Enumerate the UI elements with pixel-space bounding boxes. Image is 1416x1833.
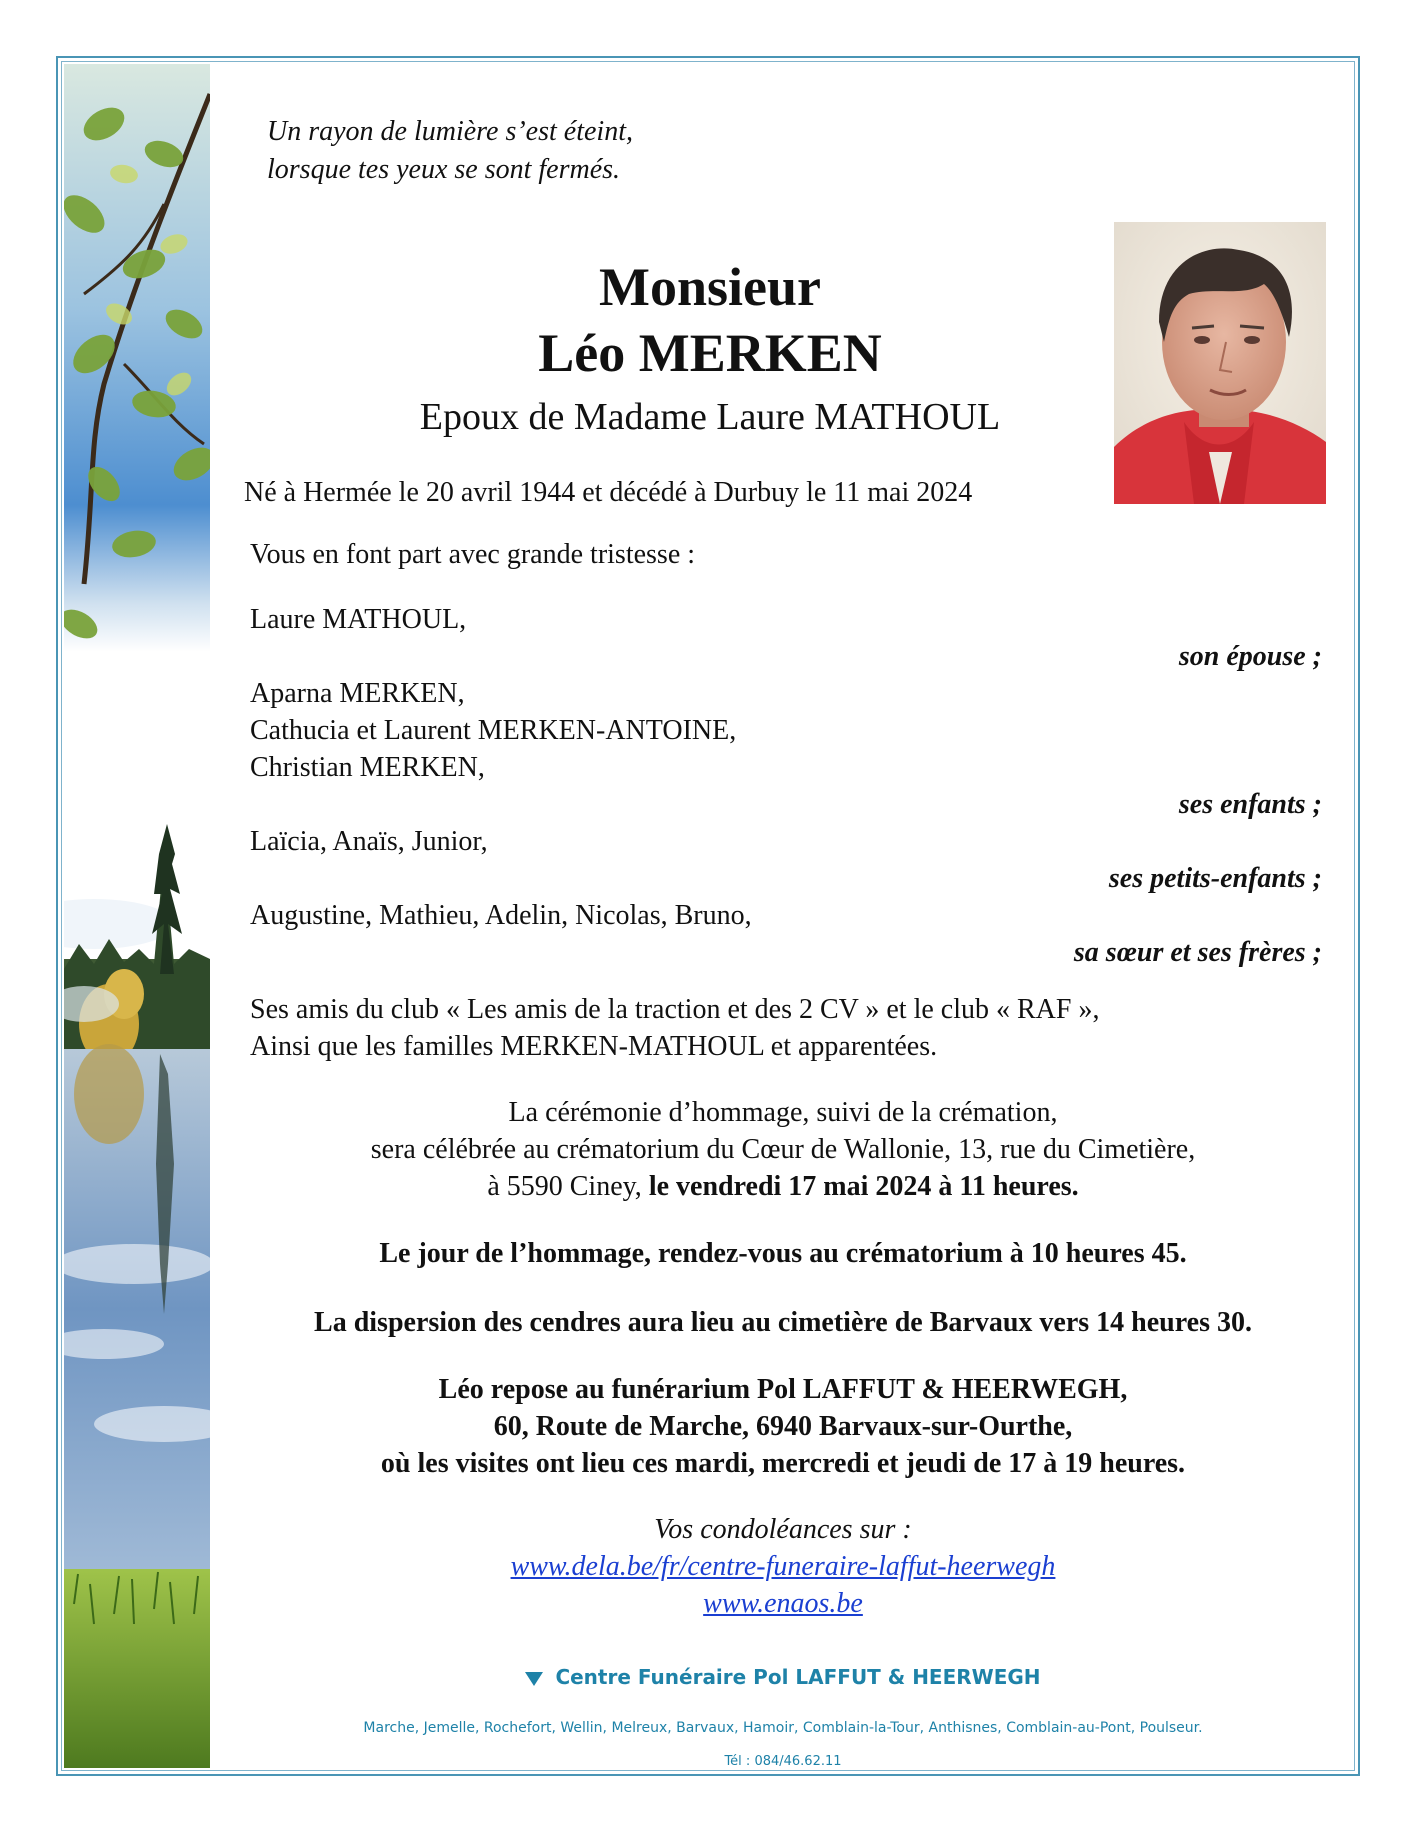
child-3: Christian MERKEN,: [250, 752, 485, 783]
meeting-info: Le jour de l’hommage, rendez-vous au crématorium à 10 heures 45.: [379, 1238, 1187, 1269]
grandchildren-relation: ses petits-enfants ;: [1108, 863, 1322, 894]
poem-line-1: Un rayon de lumière s’est éteint,: [267, 116, 633, 147]
siblings-relation: sa sœur et ses frères ;: [1073, 937, 1322, 968]
funeral-home-title: Centre Funéraire Pol LAFFUT & HEERWEGH: [555, 1665, 1041, 1689]
condolences-link-2-row: [210, 1588, 1356, 1620]
ceremony-line-1: La cérémonie d’hommage, suivi de la crémation,: [508, 1097, 1058, 1128]
ceremony-line-3: [210, 1171, 1356, 1203]
honorific: Monsieur: [599, 257, 821, 317]
friends-line-1: Ses amis du club « Les amis de la traction et des 2 CV » et le club « RAF »,: [250, 994, 1100, 1025]
ceremony-line-2: sera célébrée au crématorium du Cœur de Wallonie, 13, rue du Cimetière,: [370, 1134, 1196, 1165]
nature-side-image: [64, 64, 210, 1768]
birth-death-line: Né à Hermée le 20 avril 1944 et décédé à Durbuy le 11 mai 2024: [244, 477, 973, 508]
siblings: Augustine, Mathieu, Adelin, Nicolas, Bruno,: [250, 900, 752, 931]
ceremony-date: le vendredi 17 mai 2024 à 11 heures.: [648, 1171, 1079, 1202]
funeral-home-title-row: [210, 1665, 1356, 1691]
rest-line-1: Léo repose au funérarium Pol LAFFUT & HEERWEGH,: [438, 1374, 1128, 1405]
condolences-link-1-row: [210, 1551, 1356, 1583]
child-1: Aparna MERKEN,: [250, 678, 465, 709]
spouse-name: Laure MATHOUL,: [250, 604, 467, 635]
condolences-label: Vos condoléances sur :: [654, 1514, 912, 1545]
ceremony-place: à 5590 Ciney,: [487, 1171, 649, 1202]
deceased-name: Léo MERKEN: [538, 323, 882, 383]
funeral-home-locations: Marche, Jemelle, Rochefort, Wellin, Melreux, Barvaux, Hamoir, Comblain-la-Tour, Anthisnes, Comblain-au-Pont, Poulseur.: [363, 1720, 1203, 1736]
friends-line-2: Ainsi que les familles MERKEN-MATHOUL et apparentées.: [250, 1031, 938, 1062]
portrait-photo: [1114, 222, 1326, 504]
triangle-down-icon: [525, 1667, 543, 1691]
child-2: Cathucia et Laurent MERKEN-ANTOINE,: [250, 715, 737, 746]
rest-line-2: 60, Route de Marche, 6940 Barvaux-sur-Ourthe,: [493, 1411, 1073, 1442]
poem-line-2: lorsque tes yeux se sont fermés.: [267, 154, 621, 185]
funeral-home-phone: Tél : 084/46.62.11: [724, 1754, 842, 1769]
spouse-line: Epoux de Madame Laure MATHOUL: [419, 396, 1001, 438]
grandchildren: Laïcia, Anaïs, Junior,: [250, 826, 488, 857]
condolences-link-enaos[interactable]: www.enaos.be: [703, 1588, 863, 1619]
condolences-link-dela[interactable]: www.dela.be/fr/centre-funeraire-laffut-heerwegh: [510, 1551, 1056, 1582]
spouse-relation: son épouse ;: [1178, 641, 1322, 672]
children-relation: ses enfants ;: [1178, 789, 1322, 820]
announce-intro: Vous en font part avec grande tristesse :: [250, 539, 696, 570]
rest-line-3: où les visites ont lieu ces mardi, mercredi et jeudi de 17 à 19 heures.: [380, 1448, 1186, 1479]
dispersion-info: La dispersion des cendres aura lieu au cimetière de Barvaux vers 14 heures 30.: [314, 1307, 1252, 1338]
